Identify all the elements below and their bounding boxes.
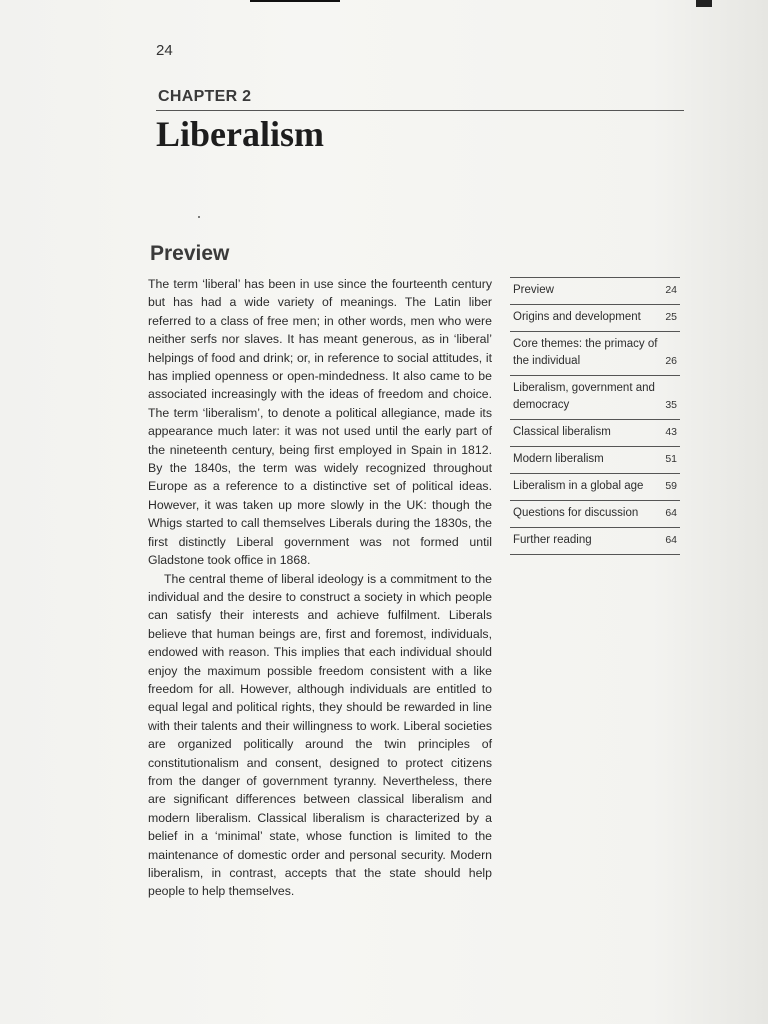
toc-page: 35 xyxy=(665,399,677,411)
toc-page: 26 xyxy=(665,355,677,367)
chapter-title: Liberalism xyxy=(156,114,324,154)
scan-edge-mark xyxy=(250,0,340,2)
toc-page: 43 xyxy=(665,426,677,438)
page-number: 24 xyxy=(156,42,173,59)
toc-item-core-themes[interactable] xyxy=(510,332,680,376)
toc-item-classical[interactable] xyxy=(510,420,680,447)
preview-paragraph-1: The term ‘liberal’ has been in use since the fourteenth century but has had a wide variety of meanings. The Latin liber referred to a class of free men; in other words, men who were neither serfs nor slaves. It has meant generous, as in ‘liberal’ helpings of food and drink; or, in reference to social attitudes, it has implied openness or open-mindedness. It also came to be associated increasingly with the ideas of freedom and choice. The term ‘liberalism’, to denote a political allegiance, made its appearance much later: it was not used until the early part of the nineteenth century, being first employed in Spain in 1812. By the 1840s, the term was widely recognized throughout Europe as a reference to a distinctive set of political ideas. However, it was taken up more slowly in the UK: though the Whigs started to call themselves Liberals during the 1830s, the first distinctly Liberal government was not formed until Gladstone took office in 1868. xyxy=(148,277,492,568)
scan-corner-mark xyxy=(696,0,712,7)
toc-item-origins[interactable] xyxy=(510,305,680,332)
toc-page: 64 xyxy=(665,534,677,546)
preview-paragraph-2: The central theme of liberal ideology is a commitment to the individual and the desire to construct a society in which people can satisfy their interests and achieve fulfilment. Liberals believe that human beings are, first and foremost, individuals, endowed with reason. This implies that each individual should enjoy the maximum possible freedom consistent with a like freedom for all. However, although individuals are entitled to equal legal and political rights, they should be rewarded in line with their talents and their willingness to work. Liberal societies are organized politically around the twin principles of constitutionalism and consent, designed to protect citizens from the danger of government tyranny. Nevertheless, there are significant differences between classical liberalism and modern liberalism. Classical liberalism is characterized by a belief in a ‘minimal’ state, whose function is limited to the maintenance of domestic order and personal security. Modern liberalism, in contrast, accepts that the state should help people to help themselves. xyxy=(148,571,492,899)
toc-label: Core themes: the primacy of the individual xyxy=(513,338,658,367)
toc-item-questions[interactable] xyxy=(510,501,680,528)
toc-label: Modern liberalism xyxy=(513,453,604,465)
toc-label: Classical liberalism xyxy=(513,426,611,438)
toc-item-government-democracy[interactable] xyxy=(510,376,680,420)
toc-label: Further reading xyxy=(513,534,592,546)
toc-page: 24 xyxy=(665,284,677,296)
toc-label: Liberalism in a global age xyxy=(513,480,644,492)
toc-label: Origins and development xyxy=(513,311,641,323)
chapter-label: CHAPTER 2 xyxy=(158,88,252,105)
toc-page: 51 xyxy=(665,453,677,465)
stray-dot xyxy=(198,216,200,218)
toc-item-global-age[interactable] xyxy=(510,474,680,501)
toc-item-modern[interactable] xyxy=(510,447,680,474)
toc-label: Preview xyxy=(513,284,554,296)
preview-body xyxy=(148,275,492,901)
chapter-contents-box xyxy=(510,277,680,555)
toc-label: Liberalism, government and democracy xyxy=(513,382,655,411)
toc-item-preview[interactable] xyxy=(510,278,680,305)
toc-label: Questions for discussion xyxy=(513,507,639,519)
toc-page: 59 xyxy=(665,480,677,492)
chapter-divider xyxy=(156,110,684,111)
toc-page: 64 xyxy=(665,507,677,519)
preview-heading: Preview xyxy=(150,242,230,265)
toc-page: 25 xyxy=(665,311,677,323)
toc-item-further-reading[interactable] xyxy=(510,528,680,555)
